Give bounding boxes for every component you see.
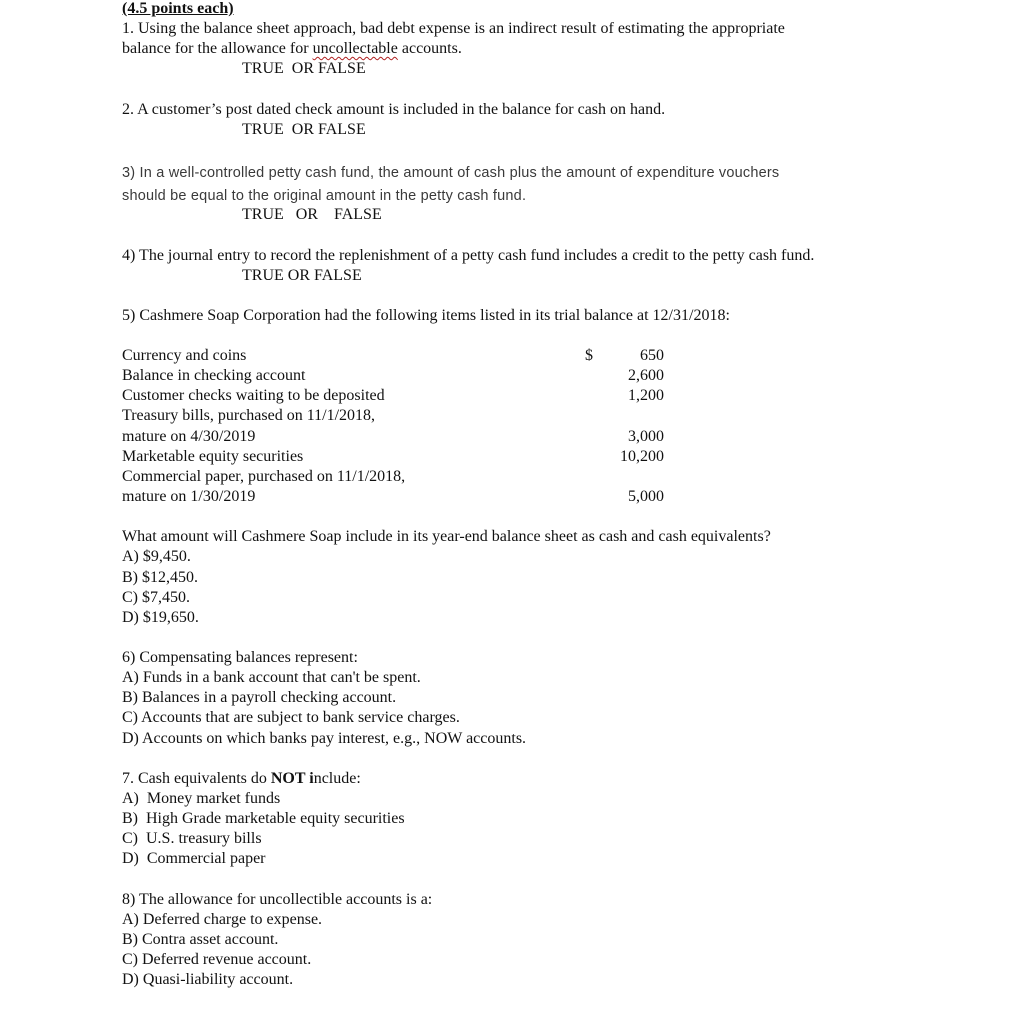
q7-question-emphasis: NOT i <box>270 770 314 787</box>
q7-option-c: C) U.S. treasury bills <box>122 830 262 847</box>
q1-text-line2-end: accounts. <box>397 40 462 57</box>
table-row-label: Balance in checking account <box>122 367 306 384</box>
q8-option-a: A) Deferred charge to expense. <box>122 911 323 928</box>
q5-option-b: B) $12,450. <box>122 569 198 586</box>
table-row-amount: 3,000 <box>628 428 664 445</box>
q5-question: What amount will Cashmere Soap include in its year-end balance sheet as cash and cash equivalents? <box>122 528 771 545</box>
q1-text-line2 <box>122 39 462 59</box>
q4-text: 4) The journal entry to record the replenishment of a petty cash fund includes a credit to the petty cash fund. <box>122 247 815 264</box>
q8-option-c: C) Deferred revenue account. <box>122 951 312 968</box>
table-row-amount: 650 <box>640 347 664 364</box>
q6-option-d: D) Accounts on which banks pay interest, e.g., NOW accounts. <box>122 730 527 747</box>
q1-text-line1: 1. Using the balance sheet approach, bad debt expense is an indirect result of estimating the appropriate <box>122 20 785 37</box>
q7-question-end: nclude: <box>313 770 361 787</box>
table-row-label: Customer checks waiting to be deposited <box>122 387 385 404</box>
q7-question <box>122 769 361 789</box>
q1-text-line2-start: balance for the allowance for <box>122 40 313 57</box>
q7-option-a: A) Money market funds <box>122 790 281 807</box>
q4-answer: TRUE OR FALSE <box>242 267 362 284</box>
q8-option-d: D) Quasi-liability account. <box>122 971 294 988</box>
q5-option-c: C) $7,450. <box>122 589 190 606</box>
table-row-label: Marketable equity securities <box>122 448 304 465</box>
q2-answer: TRUE OR FALSE <box>242 121 366 138</box>
table-row-label: Currency and coins <box>122 347 247 364</box>
q3-answer: TRUE OR FALSE <box>242 206 382 223</box>
q7-option-b: B) High Grade marketable equity securities <box>122 810 405 827</box>
q7-option-d: D) Commercial paper <box>122 850 266 867</box>
q8-question: 8) The allowance for uncollectible accounts is a: <box>122 891 433 908</box>
q6-option-c: C) Accounts that are subject to bank service charges. <box>122 709 460 726</box>
table-row-amount: 5,000 <box>628 488 664 505</box>
table-row-amount: 1,200 <box>628 387 664 404</box>
table-row-label: mature on 4/30/2019 <box>122 428 256 445</box>
table-row-amount: 2,600 <box>628 367 664 384</box>
table-row-label: mature on 1/30/2019 <box>122 488 256 505</box>
q2-text: 2. A customer’s post dated check amount is included in the balance for cash on hand. <box>122 101 666 118</box>
table-row-label: Treasury bills, purchased on 11/1/2018, <box>122 407 376 424</box>
table-row-label: Commercial paper, purchased on 11/1/2018, <box>122 468 406 485</box>
spellcheck-flagged-word: uncollectable <box>312 40 398 57</box>
q7-question-start: 7. Cash equivalents do <box>122 770 271 787</box>
q1-answer: TRUE OR FALSE <box>242 60 366 77</box>
q3-text-line2: should be equal to the original amount in the petty cash fund. <box>122 188 527 204</box>
q3-text-line1: 3) In a well-controlled petty cash fund, the amount of cash plus the amount of expenditure vouchers <box>122 165 780 181</box>
q6-question: 6) Compensating balances represent: <box>122 649 358 666</box>
currency-symbol: $ <box>585 347 593 364</box>
q5-option-a: A) $9,450. <box>122 548 191 565</box>
q8-option-b: B) Contra asset account. <box>122 931 279 948</box>
q5-intro: 5) Cashmere Soap Corporation had the following items listed in its trial balance at 12/31/2018: <box>122 307 730 324</box>
points-header: (4.5 points each) <box>122 0 234 17</box>
table-row-amount: 10,200 <box>620 448 664 465</box>
q5-option-d: D) $19,650. <box>122 609 199 626</box>
q6-option-b: B) Balances in a payroll checking account. <box>122 689 397 706</box>
q6-option-a: A) Funds in a bank account that can't be spent. <box>122 669 421 686</box>
